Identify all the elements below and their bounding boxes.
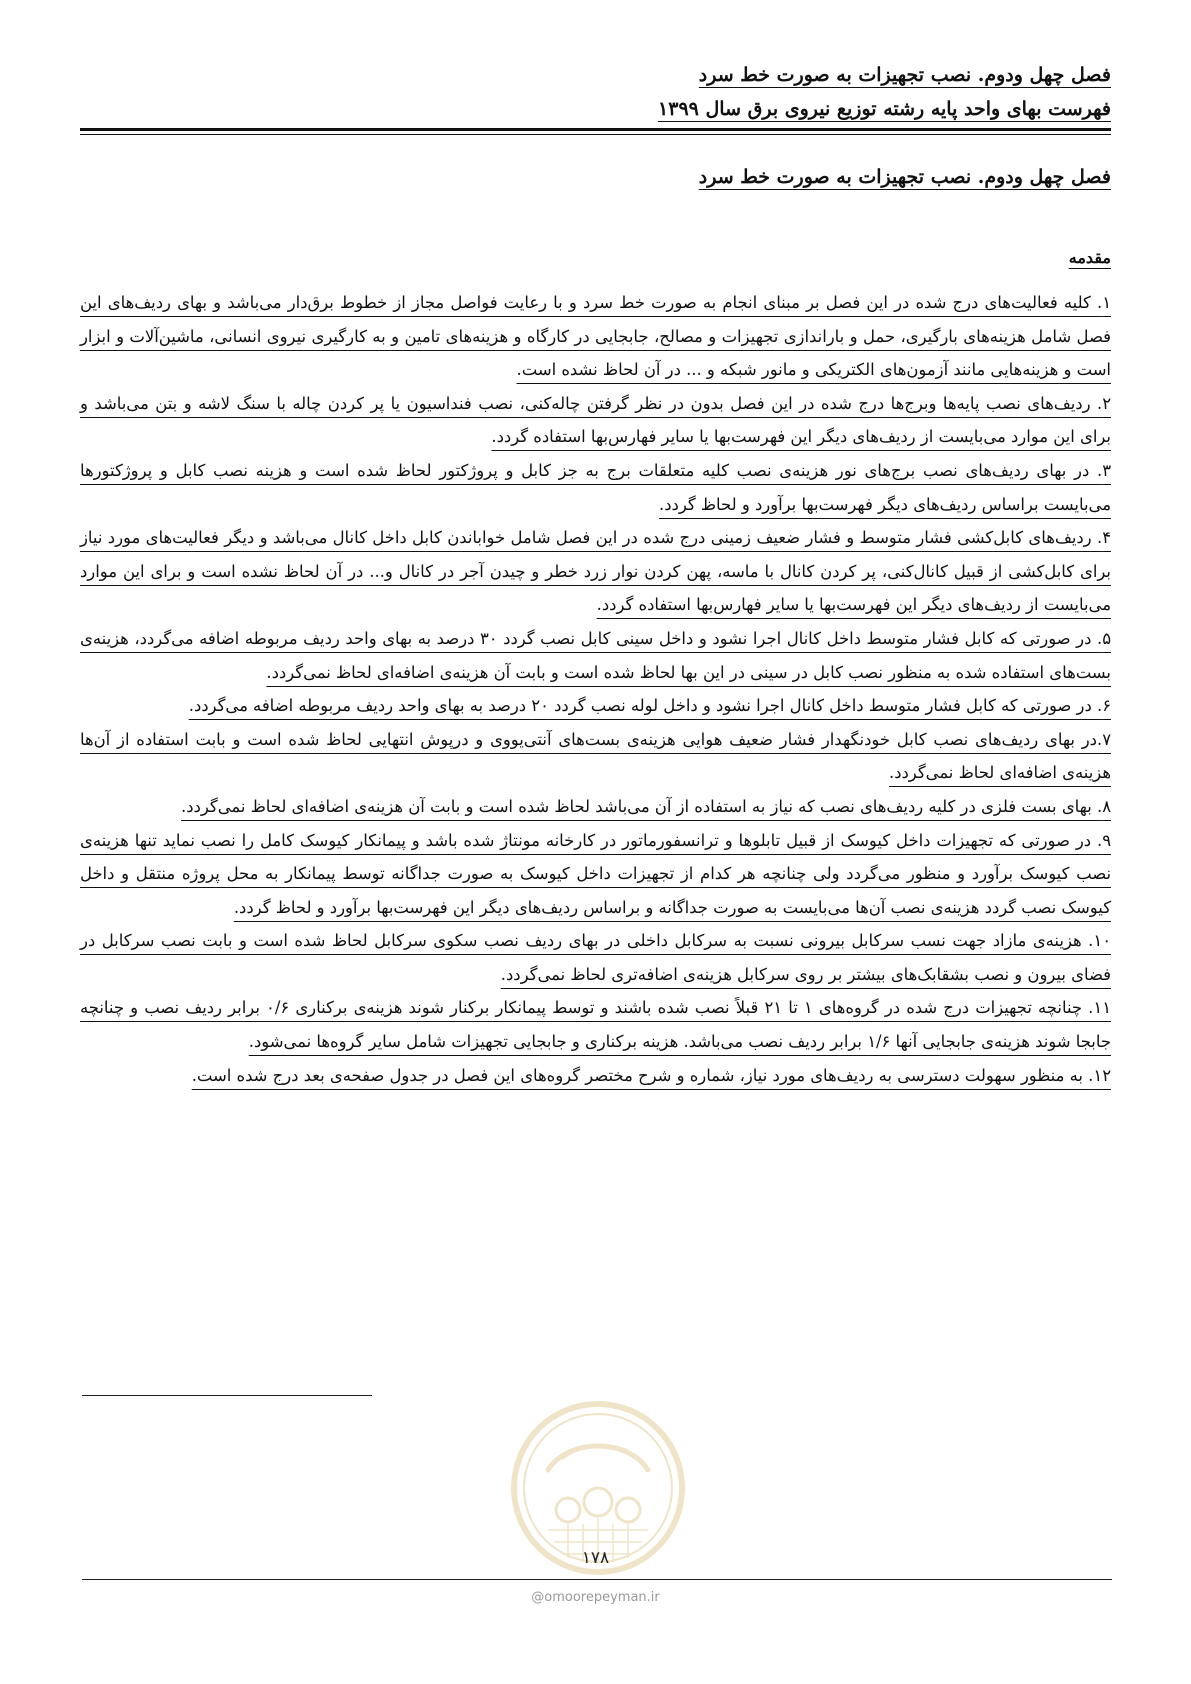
introduction-body [80, 286, 1111, 1092]
paragraph-9: ۹. در صورتی که تجهیزات داخل کیوسک از قبیل تابلوها و ترانسفورماتور در کارخانه مونتاژ شده باشد و پیمانکار کیوسک کامل را نصب نماید تنها هزینه‌ی نصب کیوسک برآورد و منظور می‌گردد ولی چنانچه هر کدام از تجهیزات داخل کیوسک به صورت جداگانه توسط پیمانکار به محل پروژه منتقل و داخل کیوسک نصب گردد هزینه‌ی نصب آن‌ها می‌بایست به صورت جداگانه و براساس ردیف‌های دیگر این فهرست‌بها برآورد و لحاظ گردد. [80, 830, 1111, 917]
paragraph-6: ۶. در صورتی که کابل فشار متوسط داخل کانال اجرا نشود و داخل لوله نصب گردد ۲۰ درصد به بهای واحد ردیف مربوطه اضافه می‌گردد. [188, 696, 1111, 716]
header-chapter-title: فصل چهل ودوم. نصب تجهیزات به صورت خط سرد [698, 64, 1111, 86]
introduction-heading: مقدمه [1068, 248, 1111, 267]
paragraph-12: ۱۲. به منظور سهولت دسترسی به ردیف‌های مورد نیاز، شماره و شرح مختصر گروه‌های این فصل در جدول صفحه‌ی بعد درج شده است. [191, 1065, 1111, 1085]
header-divider [80, 128, 1111, 135]
paragraph-2: ۲. ردیف‌های نصب پایه‌ها وبرج‌ها درج شده در این فصل بدون در نظر گرفتن چاله‌کنی، نصب فنداسیون یا پر کردن چاله با سنگ لاشه و بتن می‌باشد و برای این موارد می‌بایست از ردیف‌های دیگر این فهرست‌بها یا سایر فهارس‌بها استفاده گردد. [80, 393, 1111, 447]
paragraph-5: ۵. در صورتی که کابل فشار متوسط داخل کانال اجرا نشود و داخل سینی کابل نصب گردد ۳۰ درصد به بهای واحد ردیف مربوطه اضافه می‌گردد، هزینه‌ی بست‌های استفاده شده به منظور نصب کابل در سینی در این بها لحاظ شده است و بابت آن هزینه‌ی اضافه‌ای لحاظ نمی‌گردد. [80, 628, 1111, 682]
page-header [81, 58, 1111, 126]
section-title: فصل چهل ودوم. نصب تجهیزات به صورت خط سرد [698, 166, 1111, 188]
paragraph-8: ۸. بهای بست فلزی در کلیه ردیف‌های نصب که نیاز به استفاده از آن می‌باشد لحاظ شده است و بابت آن هزینه‌ی اضافه‌ای لحاظ نمی‌گردد. [181, 796, 1111, 816]
paragraph-7: ۷.در بهای ردیف‌های نصب کابل خودنگهدار فشار ضعیف هوایی هزینه‌ی بست‌های آنتی‌یووی و درپوش انتهایی لحاظ شده است و بابت استفاده از آن‌ها هزینه‌ی اضافه‌ای لحاظ نمی‌گردد. [80, 729, 1111, 783]
footer-divider [82, 1579, 1112, 1580]
paragraph-4: ۴. ردیف‌های کابل‌کشی فشار متوسط و فشار ضعیف زمینی درج شده در این فصل شامل خواباندن کابل داخل کانال می‌باشد و دیگر فعالیت‌های مورد نیاز برای کابل‌کشی از قبیل کانال‌کنی، پر کردن کانال با ماسه، پهن کردن نوار زرد خطر و چیدن آجر در کانال و... در آن لحاظ نشده است و برای این موارد می‌بایست از ردیف‌های دیگر این فهرست‌بها یا سایر فهارس‌بها استفاده گردد. [80, 528, 1111, 615]
paragraph-10: ۱۰. هزینه‌ی مازاد جهت نسب سرکابل بیرونی نسبت به سرکابل داخلی در بهای ردیف نصب سکوی سرکابل لحاظ شده است و بابت نصب سرکابل در فضای بیرون و نصب بشقابک‌های بیشتر بر روی سرکابل هزینه‌ی اضافه‌تری لحاظ نمی‌گردد. [80, 931, 1111, 984]
page-number: ۱۷۸ [581, 1548, 610, 1568]
website-watermark: @omoorepeyman.ir [531, 1590, 660, 1605]
footnote-divider [82, 1395, 372, 1396]
header-list-title: فهرست بهای واحد پایه رشته توزیع نیروی برق سال ۱۳۹۹ [658, 98, 1111, 120]
paragraph-11: ۱۱. چنانچه تجهیزات درج شده در گروه‌های ۱ تا ۲۱ قبلاً نصب شده باشند و توسط پیمانکار برکنار شوند هزینه‌ی برکناری ۰/۶ برابر ردیف نصب و چنانچه جابجا شوند هزینه‌ی جابجایی آنها ۱/۶ برابر ردیف نصب می‌باشد. هزینه برکناری و جابجایی تجهیزات شامل سایر گروه‌ها نمی‌شود. [80, 998, 1111, 1052]
paragraph-1: ۱. کلیه فعالیت‌های درج شده در این فصل بر مبنای انجام به صورت خط سرد و با رعایت فواصل مجاز از خطوط برق‌دار می‌باشد و بهای ردیف‌های این فصل شامل هزینه‌های بارگیری، حمل و باراندازی تجهیزات و مصالح، جابجایی در کارگاه و هزینه‌های تامین و به کارگیری نیروی انسانی، ماشین‌آلات و ابزار است و هزینه‌هایی مانند آزمون‌های الکتریکی و مانور شبکه و ... در آن لحاظ نشده است. [80, 293, 1111, 380]
paragraph-3: ۳. در بهای ردیف‌های نصب برج‌های نور هزینه‌ی نصب کلیه متعلقات برج به جز کابل و پروژکتور لحاظ شده است و هزینه نصب کابل و پروژکتورها می‌بایست براساس ردیف‌های دیگر فهرست‌بها برآورد و لحاظ گردد. [80, 460, 1111, 514]
